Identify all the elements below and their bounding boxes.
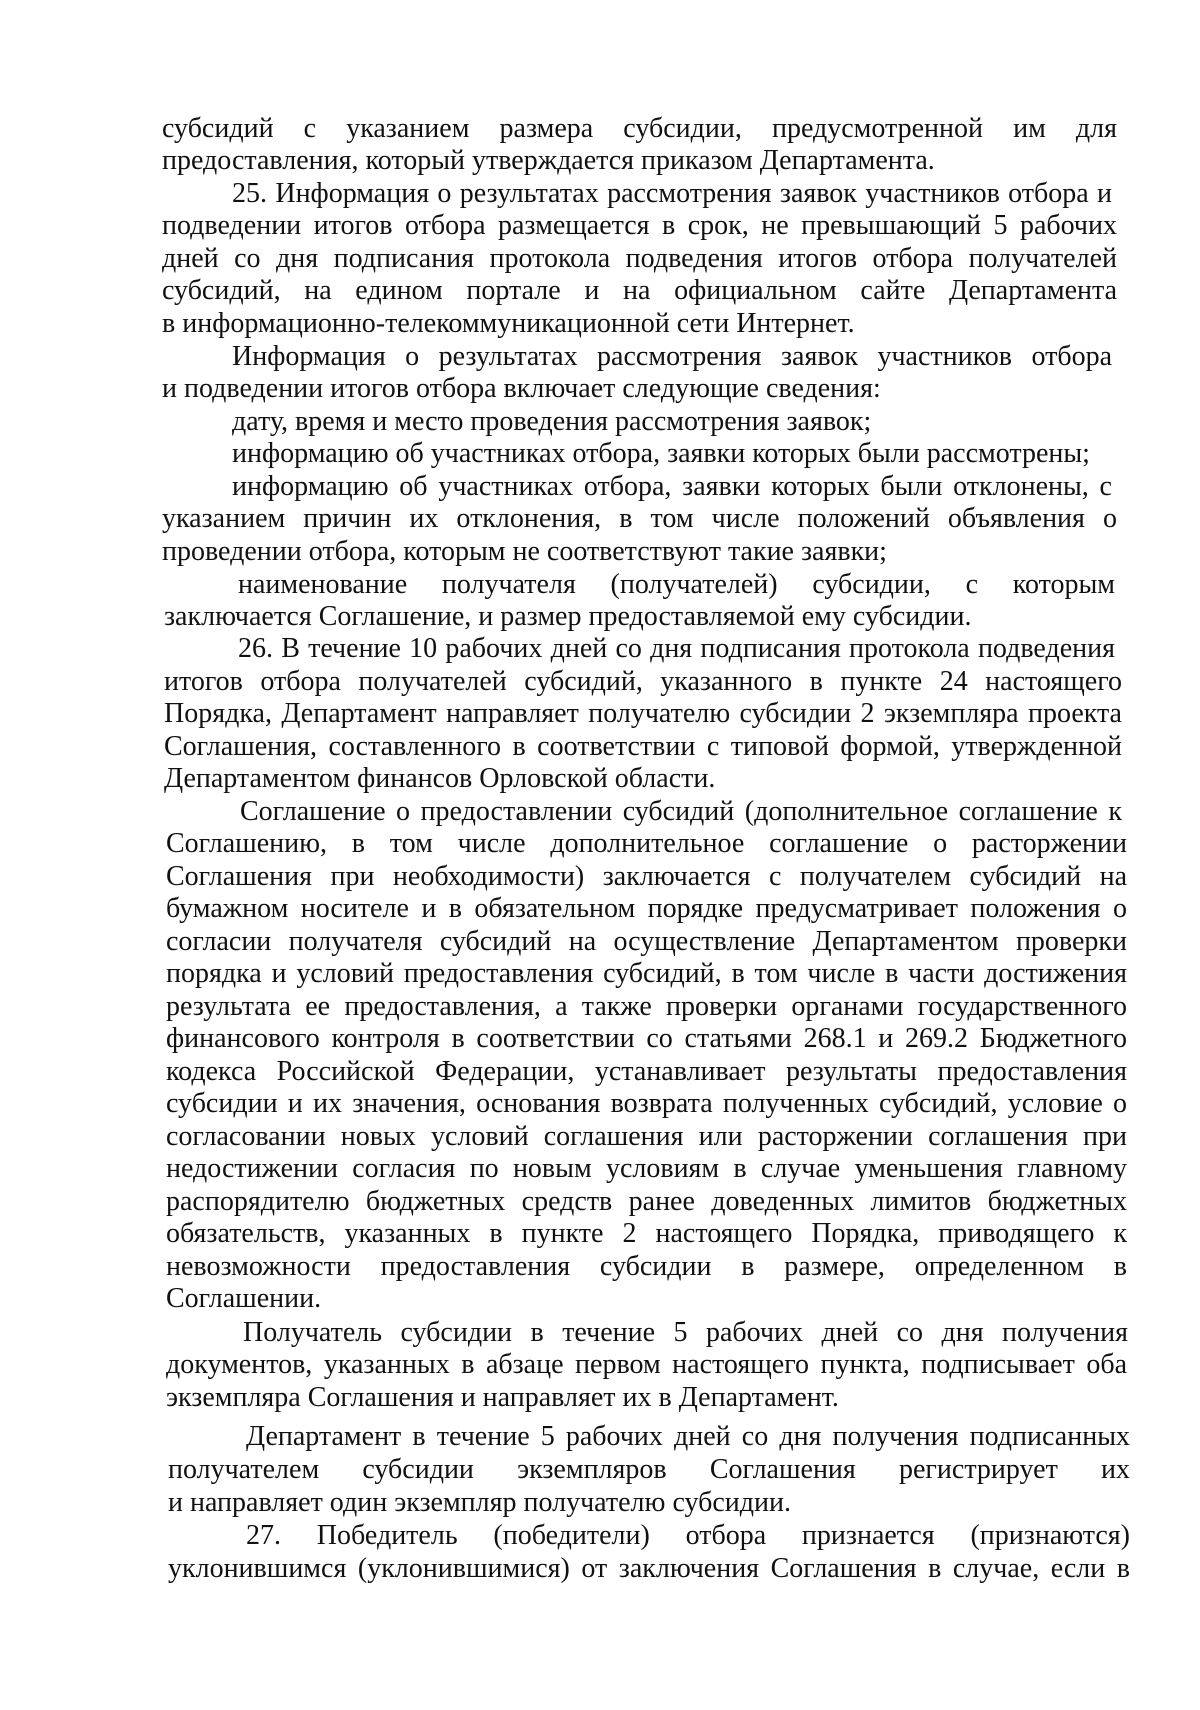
text-line: Соглашение о предоставлении субсидий (дополнительное соглашение к: [240, 796, 1122, 827]
text-line: субсидий с указанием размера субсидии, предусмотренной им для: [162, 113, 1117, 144]
text-line: согласии получателя субсидий на осуществление Департаментом проверки: [166, 926, 1127, 957]
text-line: дней со дня подписания протокола подведения итогов отбора получателей: [162, 243, 1117, 274]
text-line: 25. Информация о результатах рассмотрения заявок участников отбора и: [232, 178, 1112, 209]
text-line: информацию об участниках отбора, заявки которых были рассмотрены;: [232, 438, 1090, 469]
text-line: итогов отбора получателей субсидий, указанного в пункте 24 настоящего: [164, 666, 1122, 697]
text-line: распорядителю бюджетных средств ранее доведенных лимитов бюджетных: [166, 1186, 1127, 1217]
text-line: бумажном носителе и в обязательном порядке предусматривает положения о: [166, 893, 1127, 924]
text-line: субсидии и их значения, основания возврата полученных субсидий, условие о: [166, 1088, 1127, 1119]
text-line: экземпляра Соглашения и направляет их в Департамент.: [166, 1382, 839, 1413]
text-line: документов, указанных в абзаце первом настоящего пункта, подписывает оба: [166, 1349, 1127, 1380]
text-line: кодекса Российской Федерации, устанавливает результаты предоставления: [166, 1056, 1127, 1087]
text-line: и подведении итогов отбора включает следующие сведения:: [162, 373, 881, 404]
text-line: получателем субсидии экземпляров Соглашения регистрирует их: [168, 1454, 1130, 1485]
text-line: согласовании новых условий соглашения или расторжении соглашения при: [166, 1121, 1127, 1152]
text-line: и направляет один экземпляр получателю субсидии.: [168, 1487, 791, 1518]
text-line: подведении итогов отбора размещается в срок, не превышающий 5 рабочих: [162, 210, 1117, 241]
text-line: недостижении согласия по новым условиям в случае уменьшения главному: [166, 1153, 1127, 1184]
text-line: Департаментом финансов Орловской области.: [164, 763, 716, 794]
text-line: субсидий, на едином портале и на официальном сайте Департамента: [162, 275, 1117, 306]
text-line: Соглашении.: [166, 1283, 322, 1314]
text-line: невозможности предоставления субсидии в размере, определенном в: [166, 1251, 1127, 1282]
text-line: в информационно-телекоммуникационной сети Интернет.: [162, 308, 855, 339]
text-line: Соглашению, в том числе дополнительное соглашение о расторжении: [166, 828, 1127, 859]
text-line: результата ее предоставления, а также проверки органами государственного: [166, 991, 1127, 1022]
text-line: финансового контроля в соответствии со статьями 268.1 и 269.2 Бюджетного: [166, 1023, 1127, 1054]
text-line: проведении отбора, которым не соответствуют такие заявки;: [162, 536, 887, 567]
text-line: предоставления, который утверждается приказом Департамента.: [162, 145, 935, 176]
text-line: заключается Соглашение, и размер предоставляемой ему субсидии.: [164, 601, 972, 632]
text-line: Получатель субсидии в течение 5 рабочих дней со дня получения: [243, 1317, 1128, 1348]
text-line: уклонившимся (уклонившимися) от заключения Соглашения в случае, если в: [168, 1553, 1130, 1584]
text-line: наименование получателя (получателей) субсидии, с которым: [238, 569, 1115, 600]
text-line: Департамент в течение 5 рабочих дней со дня получения подписанных: [246, 1421, 1130, 1452]
text-line: 26. В течение 10 рабочих дней со дня подписания протокола подведения: [238, 633, 1115, 664]
text-line: обязательств, указанных в пункте 2 настоящего Порядка, приводящего к: [166, 1218, 1127, 1249]
text-line: информацию об участниках отбора, заявки которых были отклонены, с: [232, 471, 1112, 502]
text-line: Соглашения при необходимости) заключается с получателем субсидий на: [166, 861, 1127, 892]
text-line: дату, время и место проведения рассмотрения заявок;: [232, 406, 872, 437]
text-line: порядка и условий предоставления субсидий, в том числе в части достижения: [166, 958, 1127, 989]
text-line: указанием причин их отклонения, в том числе положений объявления о: [162, 503, 1117, 534]
text-line: Информация о результатах рассмотрения заявок участников отбора: [232, 341, 1112, 372]
text-line: 27. Победитель (победители) отбора признается (признаются): [246, 1520, 1130, 1551]
text-line: Соглашения, составленного в соответствии с типовой формой, утвержденной: [164, 731, 1122, 762]
text-line: Порядка, Департамент направляет получателю субсидии 2 экземпляра проекта: [164, 698, 1122, 729]
